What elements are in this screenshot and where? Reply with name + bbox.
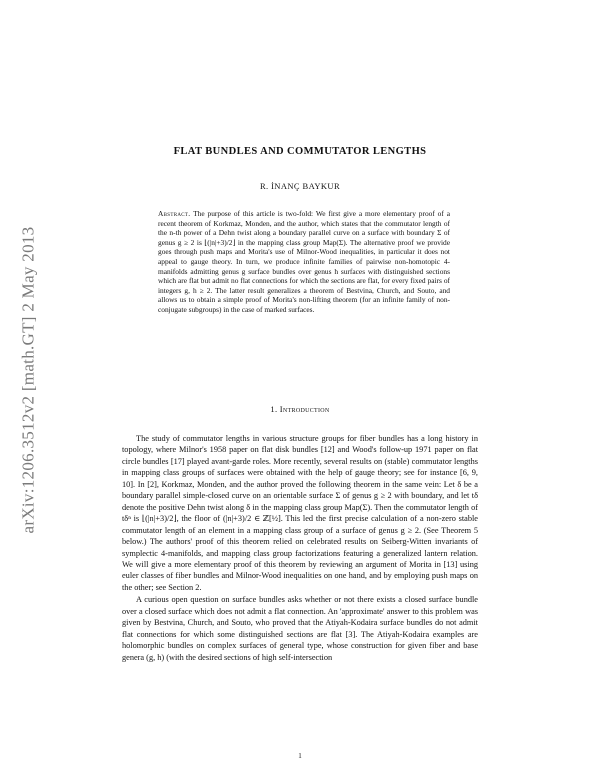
- abstract-text: The purpose of this article is two-fold: We first give a more elementary proof of a recent theorem of Korkmaz, Monden, and the author, which states that the commutator length of the n-th power of a Dehn twist along a boundary parallel curve on a surface with boundary Σ of genus g ≥ 2 is ⌊(|n|+3)/2⌋ in the mapping class group Map(Σ). The alternative proof we provide goes through push maps and Morita's use of Milnor-Wood inequalities, in particular it does not appeal to gauge theory. In turn, we produce infinite families of pairwise non-homotopic 4-manifolds admitting genus g surface bundles over genus h surfaces with distinguished sections which are flat but admit no flat connections for which the sections are flat, for every fixed pairs of integers g, h ≥ 2. The latter result generalizes a theorem of Bestvina, Church, and Souto, and allows us to obtain a simple proof of Morita's non-lifting theorem (for an infinite family of non-conjugate subgroups) in the case of marked surfaces.: [158, 209, 451, 314]
- paragraph: A curious open question on surface bundles asks whether or not there exists a closed surface bundle over a closed surface which does not admit a flat connection. An 'approximate' answer to this problem was given by Bestvina, Church, and Souto, who proved that the Atiyah-Kodaira surface bundles do not admit flat connections for which some distinguished sections are flat [3]. The Atiyah-Kodaira examples are holomorphic bundles on complex surfaces of general type, whose construction for given fiber and base genera (g, h) (with the desired sections of high self-intersection: [122, 595, 478, 662]
- abstract-label: Abstract.: [158, 209, 191, 218]
- section-heading-introduction: 1. Introduction: [270, 404, 330, 414]
- paper-title: FLAT BUNDLES AND COMMUTATOR LENGTHS: [173, 146, 427, 157]
- page-number: 1: [298, 752, 302, 760]
- paragraph: The study of commutator lengths in various structure groups for fiber bundles has a long history in topology, where Milnor's 1958 paper on flat disk bundles [12] and Wood's follow-up 1971 paper on flat circle bundles [17] played avant-garde roles. More recently, several results on (stable) commutator lengths in mapping class groups of surfaces were obtained with the help of gauge theory; see for instance [6, 9, 10]. In [2], Korkmaz, Monden, and the author proved the following theorem in the same vein: Let δ be a boundary parallel simple-closed curve on an orientable surface Σ of genus g ≥ 2 with boundary, and let tδ denote the positive Dehn twist along δ in the mapping class group Map(Σ). Then the commutator length of tδⁿ is ⌊(|n|+3)/2⌋, the floor of (|n|+3)/2 ∈ ℤ[½]. This led the first precise calculation of a non-zero stable commutator length of an element in a mapping class group of a surface of genus g ≥ 2. (See Theorem 5 below.) The authors' proof of this theorem relied on celebrated results on Seiberg-Witten invariants of symplectic 4-manifolds, and mapping class group factorizations featuring a generalized lantern relation. We will give a more elementary proof of this theorem by reviewing an argument of Morita in [13] using euler classes of fiber bundles and Milnor-Wood inequalities on one hand, and by employing push maps on the other; see Section 2.: [122, 434, 478, 592]
- arxiv-identifier-stamp: [8, 180, 48, 580]
- abstract: [158, 209, 450, 315]
- arxiv-identifier-text: arXiv:1206.3512v2 [math.GT] 2 May 2013: [18, 226, 37, 534]
- section-body: [122, 433, 478, 663]
- paper-author: R. İNANÇ BAYKUR: [259, 181, 341, 191]
